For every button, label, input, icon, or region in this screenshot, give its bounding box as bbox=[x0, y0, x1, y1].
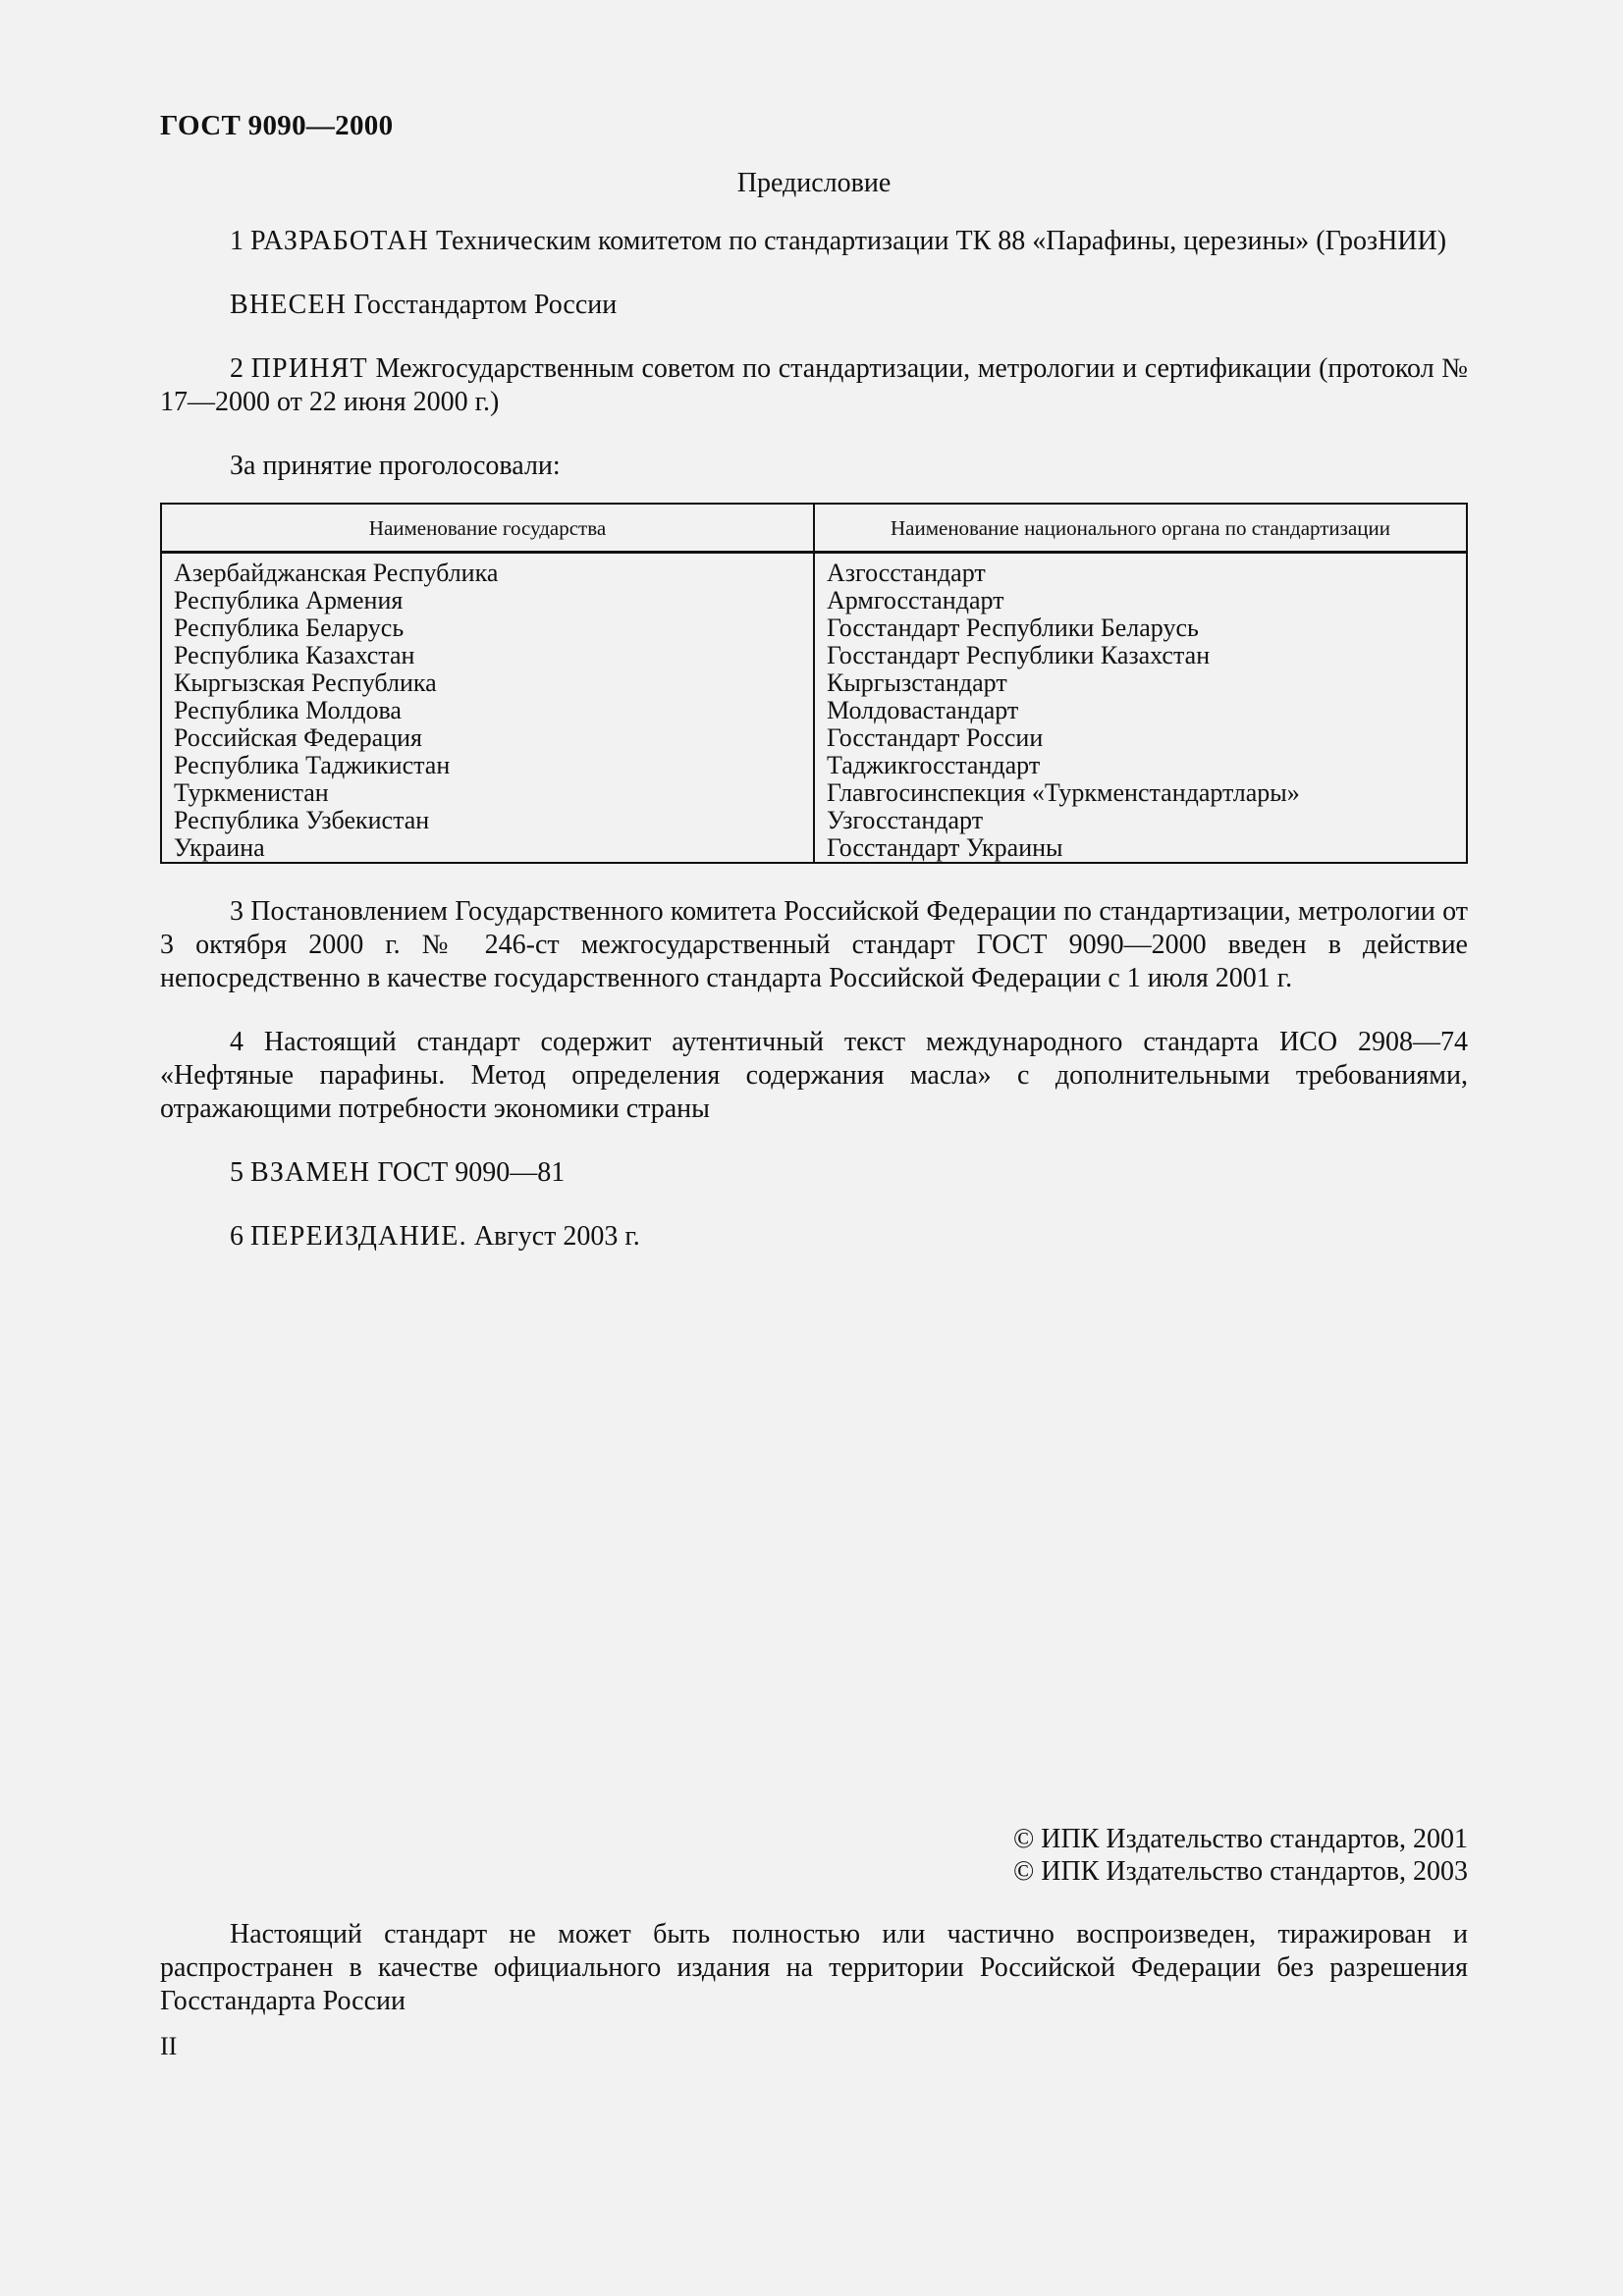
body-name: Азгосстандарт bbox=[827, 559, 986, 587]
body-name: Молдовастандарт bbox=[827, 696, 1019, 724]
state-name: Республика Казахстан bbox=[174, 641, 415, 669]
section-1: 1 РАЗРАБОТАН Техническим комитетом по стандартизации ТК 88 «Парафины, церезины» (ГрозНИИ) bbox=[230, 226, 1447, 256]
states-column bbox=[161, 553, 814, 864]
document-code: ГОСТ 9090—2000 bbox=[160, 110, 394, 141]
body-name: Госстандарт Республики Казахстан bbox=[827, 641, 1211, 669]
document-page bbox=[160, 110, 1469, 2060]
state-name: Республика Молдова bbox=[174, 696, 402, 724]
page-title: Предисловие bbox=[736, 168, 892, 198]
section-1-introduced: ВНЕСЕН Госстандартом России bbox=[230, 290, 618, 320]
state-name: Азербайджанская Республика bbox=[174, 559, 499, 587]
section-3: 3 Постановлением Государственного комитета Российской Федерации по стандартизации, метрологии от 3 октября 2000 г. № 246-ст межгосударственный стандарт ГОСТ 9090—2000 введен в действие непосредственно в качестве государственного стандарта Российской Федерации с 1 июля 2001 г. bbox=[160, 896, 1468, 993]
reproduction-notice: Настоящий стандарт не может быть полностью или частично воспроизведен, тиражирован и распространен в качестве официального издания на территории Российской Федерации без разрешения Госстандарта России bbox=[160, 1919, 1468, 2016]
section-4: 4 Настоящий стандарт содержит аутентичный текст международного стандарта ИСО 2908—74 «Нефтяные парафины. Метод определения содержания масла» с дополнительными требованиями, отражающими потребности экономики страны bbox=[160, 1027, 1468, 1124]
state-name: Республика Армения bbox=[174, 586, 404, 614]
section-5: 5 ВЗАМЕН ГОСТ 9090—81 bbox=[230, 1157, 566, 1188]
section-5-keyword: ВЗАМЕН bbox=[250, 1157, 371, 1188]
body-name: Узгосстандарт bbox=[827, 806, 984, 834]
body-name: Госстандарт Украины bbox=[827, 833, 1063, 862]
state-name: Республика Таджикистан bbox=[174, 751, 451, 779]
body-name: Кыргызстандарт bbox=[827, 668, 1007, 697]
voting-table bbox=[160, 503, 1468, 864]
state-name: Кыргызская Республика bbox=[174, 668, 437, 697]
body-name: Главгосинспекция «Туркменстандартлары» bbox=[827, 778, 1300, 807]
section-2-keyword: ПРИНЯТ bbox=[250, 353, 368, 384]
body-name: Армгосстандарт bbox=[827, 586, 1004, 614]
voted-intro: За принятие проголосовали: bbox=[230, 451, 561, 481]
section-2: 2 ПРИНЯТ Межгосударственным советом по стандартизации, метрологии и сертификации (протокол № 17—2000 от 22 июня 2000 г.) bbox=[160, 353, 1469, 417]
table-header-body: Наименование национального органа по стандартизации bbox=[814, 504, 1467, 553]
body-name: Госстандарт Республики Беларусь bbox=[827, 614, 1199, 642]
state-name: Республика Беларусь bbox=[174, 614, 405, 642]
state-name: Украина bbox=[174, 833, 265, 862]
table-row bbox=[161, 553, 1467, 864]
state-name: Российская Федерация bbox=[174, 723, 422, 752]
bodies-column bbox=[814, 553, 1467, 864]
state-name: Республика Узбекистан bbox=[174, 806, 430, 834]
section-1-keyword: РАЗРАБОТАН bbox=[250, 226, 430, 256]
body-name: Таджикгосстандарт bbox=[827, 751, 1041, 779]
section-6: 6 ПЕРЕИЗДАНИЕ. Август 2003 г. bbox=[230, 1221, 640, 1252]
state-name: Туркменистан bbox=[174, 778, 329, 807]
body-name: Госстандарт России bbox=[827, 723, 1044, 752]
copyright-line: © ИПК Издательство стандартов, 2001 bbox=[1012, 1824, 1468, 1854]
table-header-state: Наименование государства bbox=[161, 504, 814, 553]
section-1b-keyword: ВНЕСЕН bbox=[230, 290, 348, 320]
section-6-keyword: ПЕРЕИЗДАНИЕ. bbox=[250, 1221, 467, 1252]
page-number: II bbox=[160, 2032, 178, 2060]
copyright-block bbox=[160, 1823, 1468, 1888]
copyright-line: © ИПК Издательство стандартов, 2003 bbox=[1012, 1856, 1468, 1887]
